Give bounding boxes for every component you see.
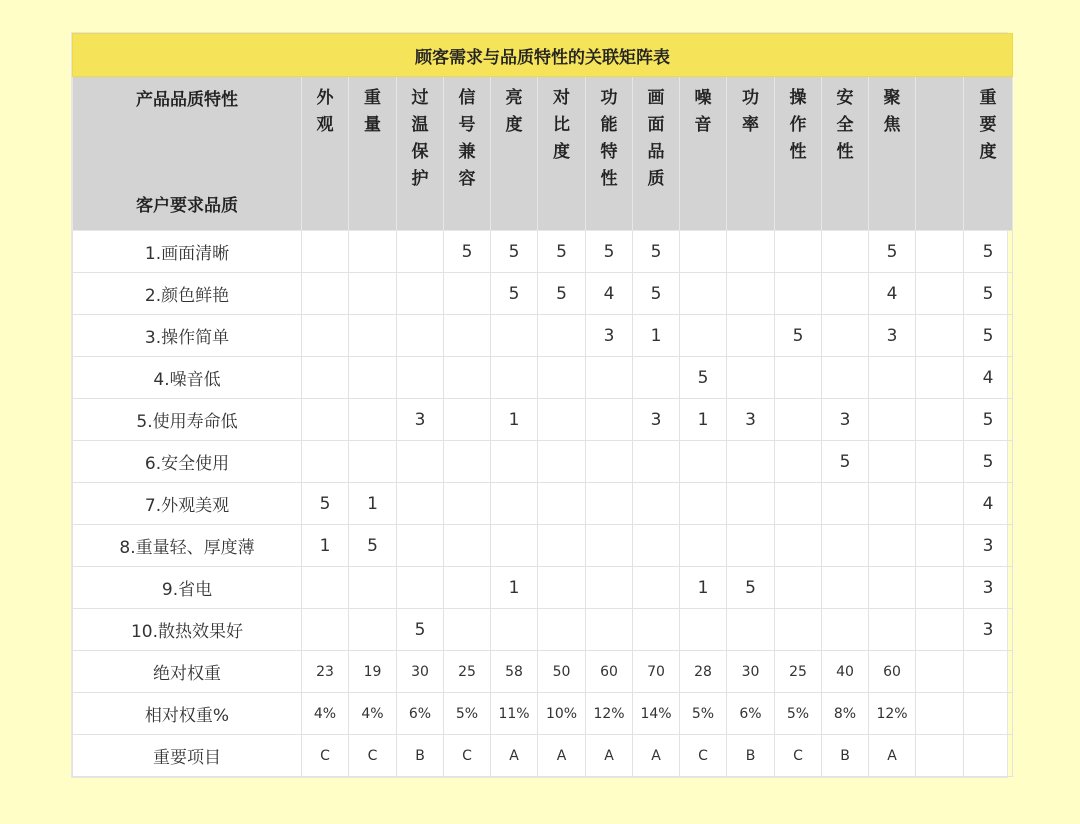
matrix-cell bbox=[869, 567, 916, 609]
matrix-cell bbox=[822, 357, 869, 399]
matrix-cell: 40 bbox=[822, 651, 869, 693]
requirement-row bbox=[73, 483, 1013, 525]
importance-cell bbox=[964, 693, 1013, 735]
matrix-cell: 1 bbox=[680, 399, 727, 441]
matrix-cell bbox=[586, 483, 633, 525]
matrix-cell: 5 bbox=[302, 483, 349, 525]
matrix-cell: 50 bbox=[538, 651, 586, 693]
matrix-cell: 25 bbox=[775, 651, 822, 693]
matrix-cell bbox=[444, 441, 491, 483]
matrix-cell bbox=[916, 357, 964, 399]
matrix-cell bbox=[349, 399, 397, 441]
requirement-row-label: 5.使用寿命低 bbox=[73, 399, 302, 441]
matrix-cell: B bbox=[397, 735, 444, 777]
matrix-cell bbox=[302, 441, 349, 483]
matrix-cell bbox=[302, 273, 349, 315]
matrix-cell bbox=[869, 609, 916, 651]
matrix-cell bbox=[444, 483, 491, 525]
matrix-cell bbox=[775, 525, 822, 567]
matrix-cell bbox=[916, 399, 964, 441]
importance-cell: 4 bbox=[964, 483, 1013, 525]
matrix-cell bbox=[302, 399, 349, 441]
matrix-cell: 3 bbox=[869, 315, 916, 357]
matrix-cell: 30 bbox=[727, 651, 775, 693]
matrix-cell: 5 bbox=[538, 273, 586, 315]
matrix-cell bbox=[302, 231, 349, 273]
importance-cell: 3 bbox=[964, 567, 1013, 609]
matrix-cell bbox=[302, 567, 349, 609]
matrix-cell: 8% bbox=[822, 693, 869, 735]
matrix-cell: 3 bbox=[822, 399, 869, 441]
matrix-cell bbox=[633, 525, 680, 567]
matrix-cell bbox=[869, 525, 916, 567]
matrix-cell bbox=[538, 315, 586, 357]
matrix-cell: C bbox=[444, 735, 491, 777]
importance-header: 重要度 bbox=[964, 77, 1013, 231]
matrix-cell bbox=[633, 567, 680, 609]
matrix-cell bbox=[444, 567, 491, 609]
characteristic-header: 操作性 bbox=[775, 77, 822, 231]
matrix-cell bbox=[586, 441, 633, 483]
matrix-cell bbox=[397, 525, 444, 567]
requirement-rows bbox=[73, 231, 1013, 651]
matrix-cell: A bbox=[869, 735, 916, 777]
matrix-cell: 1 bbox=[302, 525, 349, 567]
matrix-cell: 6% bbox=[397, 693, 444, 735]
characteristic-header: 重量 bbox=[349, 77, 397, 231]
matrix-cell bbox=[491, 483, 538, 525]
matrix-cell bbox=[349, 567, 397, 609]
matrix-cell bbox=[349, 273, 397, 315]
requirement-row bbox=[73, 273, 1013, 315]
matrix-cell: B bbox=[727, 735, 775, 777]
matrix-cell bbox=[586, 525, 633, 567]
matrix-cell bbox=[538, 441, 586, 483]
matrix-cell: 5% bbox=[775, 693, 822, 735]
matrix-cell: 4 bbox=[869, 273, 916, 315]
matrix-cell bbox=[444, 525, 491, 567]
matrix-cell: 60 bbox=[869, 651, 916, 693]
requirement-row-label: 8.重量轻、厚度薄 bbox=[73, 525, 302, 567]
matrix-cell bbox=[680, 441, 727, 483]
matrix-cell bbox=[775, 441, 822, 483]
matrix-cell bbox=[727, 609, 775, 651]
matrix-cell bbox=[633, 357, 680, 399]
matrix-cell bbox=[916, 525, 964, 567]
summary-row bbox=[73, 651, 1013, 693]
matrix-cell bbox=[538, 567, 586, 609]
matrix-cell bbox=[680, 483, 727, 525]
matrix-cell bbox=[775, 273, 822, 315]
importance-cell bbox=[964, 735, 1013, 777]
importance-cell: 5 bbox=[964, 315, 1013, 357]
matrix-cell: 12% bbox=[586, 693, 633, 735]
requirement-row bbox=[73, 315, 1013, 357]
matrix-sheet bbox=[71, 32, 1008, 778]
matrix-cell bbox=[916, 567, 964, 609]
matrix-cell: C bbox=[349, 735, 397, 777]
matrix-cell bbox=[916, 441, 964, 483]
corner-header-cell bbox=[73, 77, 302, 231]
matrix-cell: 1 bbox=[491, 399, 538, 441]
matrix-cell: 5 bbox=[633, 273, 680, 315]
importance-cell: 5 bbox=[964, 399, 1013, 441]
matrix-cell: 60 bbox=[586, 651, 633, 693]
characteristic-header: 亮度 bbox=[491, 77, 538, 231]
matrix-cell: C bbox=[680, 735, 727, 777]
matrix-cell bbox=[586, 567, 633, 609]
matrix-cell: 5 bbox=[869, 231, 916, 273]
table-title: 顾客需求与品质特性的关联矩阵表 bbox=[73, 34, 1013, 77]
requirement-row bbox=[73, 231, 1013, 273]
matrix-cell: 5 bbox=[538, 231, 586, 273]
matrix-cell bbox=[491, 609, 538, 651]
matrix-cell bbox=[775, 483, 822, 525]
summary-rows bbox=[73, 651, 1013, 777]
matrix-cell: A bbox=[633, 735, 680, 777]
matrix-cell bbox=[916, 483, 964, 525]
matrix-cell bbox=[680, 609, 727, 651]
characteristic-header: 外观 bbox=[302, 77, 349, 231]
matrix-cell bbox=[349, 609, 397, 651]
matrix-cell bbox=[538, 357, 586, 399]
matrix-cell bbox=[397, 357, 444, 399]
matrix-cell: 5 bbox=[633, 231, 680, 273]
matrix-cell bbox=[491, 441, 538, 483]
matrix-cell bbox=[586, 399, 633, 441]
matrix-cell bbox=[349, 231, 397, 273]
matrix-cell: 1 bbox=[349, 483, 397, 525]
matrix-cell bbox=[680, 273, 727, 315]
matrix-cell bbox=[916, 315, 964, 357]
matrix-cell: C bbox=[302, 735, 349, 777]
matrix-cell bbox=[822, 273, 869, 315]
matrix-cell bbox=[680, 231, 727, 273]
matrix-cell: 23 bbox=[302, 651, 349, 693]
matrix-cell bbox=[491, 315, 538, 357]
matrix-cell bbox=[869, 399, 916, 441]
matrix-cell bbox=[302, 315, 349, 357]
matrix-cell: 3 bbox=[727, 399, 775, 441]
matrix-cell: 1 bbox=[491, 567, 538, 609]
matrix-cell: 5% bbox=[444, 693, 491, 735]
matrix-cell bbox=[727, 525, 775, 567]
matrix-cell bbox=[349, 315, 397, 357]
requirements-axis-label: 客户要求品质 bbox=[136, 196, 238, 216]
summary-row-label: 绝对权重 bbox=[73, 651, 302, 693]
matrix-cell bbox=[727, 273, 775, 315]
matrix-cell bbox=[916, 735, 964, 777]
importance-cell: 5 bbox=[964, 231, 1013, 273]
matrix-cell bbox=[680, 315, 727, 357]
matrix-cell: 12% bbox=[869, 693, 916, 735]
matrix-cell: 3 bbox=[397, 399, 444, 441]
matrix-cell: 5 bbox=[680, 357, 727, 399]
matrix-cell bbox=[775, 609, 822, 651]
matrix-cell bbox=[727, 357, 775, 399]
matrix-cell: 6% bbox=[727, 693, 775, 735]
matrix-cell: B bbox=[822, 735, 869, 777]
matrix-cell bbox=[538, 609, 586, 651]
matrix-cell: 1 bbox=[633, 315, 680, 357]
summary-row-label: 重要项目 bbox=[73, 735, 302, 777]
matrix-cell: 5 bbox=[586, 231, 633, 273]
requirement-row-label: 2.颜色鲜艳 bbox=[73, 273, 302, 315]
requirement-row-label: 1.画面清晰 bbox=[73, 231, 302, 273]
importance-cell: 3 bbox=[964, 525, 1013, 567]
matrix-cell: A bbox=[491, 735, 538, 777]
summary-row bbox=[73, 735, 1013, 777]
matrix-cell bbox=[916, 651, 964, 693]
matrix-cell bbox=[775, 357, 822, 399]
matrix-cell bbox=[727, 483, 775, 525]
matrix-cell: 5 bbox=[491, 231, 538, 273]
characteristics-axis-label: 产品品质特性 bbox=[136, 90, 238, 110]
matrix-cell: 5 bbox=[491, 273, 538, 315]
matrix-cell bbox=[869, 357, 916, 399]
matrix-cell: 5 bbox=[444, 231, 491, 273]
matrix-cell bbox=[349, 357, 397, 399]
matrix-cell bbox=[397, 315, 444, 357]
matrix-cell: 1 bbox=[680, 567, 727, 609]
requirement-row-label: 7.外观美观 bbox=[73, 483, 302, 525]
requirement-row bbox=[73, 399, 1013, 441]
matrix-cell bbox=[916, 693, 964, 735]
matrix-cell bbox=[538, 525, 586, 567]
matrix-cell: 30 bbox=[397, 651, 444, 693]
matrix-cell: 28 bbox=[680, 651, 727, 693]
requirement-row bbox=[73, 609, 1013, 651]
summary-row bbox=[73, 693, 1013, 735]
matrix-cell bbox=[586, 609, 633, 651]
characteristic-header: 安全性 bbox=[822, 77, 869, 231]
matrix-cell bbox=[822, 609, 869, 651]
matrix-cell bbox=[586, 357, 633, 399]
characteristic-header: 功能特性 bbox=[586, 77, 633, 231]
matrix-cell bbox=[916, 609, 964, 651]
matrix-cell: 11% bbox=[491, 693, 538, 735]
matrix-cell: 19 bbox=[349, 651, 397, 693]
matrix-cell bbox=[869, 483, 916, 525]
matrix-cell bbox=[397, 231, 444, 273]
characteristic-header: 噪音 bbox=[680, 77, 727, 231]
matrix-cell bbox=[633, 441, 680, 483]
importance-cell: 5 bbox=[964, 273, 1013, 315]
matrix-cell: 4% bbox=[349, 693, 397, 735]
matrix-cell bbox=[727, 231, 775, 273]
matrix-cell: C bbox=[775, 735, 822, 777]
matrix-cell bbox=[775, 567, 822, 609]
matrix-cell bbox=[397, 567, 444, 609]
matrix-cell: 5 bbox=[397, 609, 444, 651]
matrix-cell: 5 bbox=[349, 525, 397, 567]
matrix-cell: 58 bbox=[491, 651, 538, 693]
matrix-cell bbox=[349, 441, 397, 483]
matrix-cell bbox=[822, 315, 869, 357]
summary-row-label: 相对权重% bbox=[73, 693, 302, 735]
matrix-cell: 3 bbox=[586, 315, 633, 357]
header-row bbox=[73, 77, 1013, 231]
requirement-row-label: 4.噪音低 bbox=[73, 357, 302, 399]
requirement-row bbox=[73, 441, 1013, 483]
matrix-cell: A bbox=[586, 735, 633, 777]
characteristic-header: 聚焦 bbox=[869, 77, 916, 231]
matrix-cell bbox=[822, 567, 869, 609]
matrix-cell bbox=[869, 441, 916, 483]
importance-cell: 5 bbox=[964, 441, 1013, 483]
matrix-cell bbox=[397, 483, 444, 525]
characteristic-header: 功率 bbox=[727, 77, 775, 231]
matrix-cell bbox=[302, 609, 349, 651]
matrix-cell bbox=[538, 399, 586, 441]
matrix-cell bbox=[538, 483, 586, 525]
matrix-cell: 10% bbox=[538, 693, 586, 735]
matrix-cell: 14% bbox=[633, 693, 680, 735]
correlation-matrix-table bbox=[72, 33, 1013, 777]
matrix-cell: 3 bbox=[633, 399, 680, 441]
characteristic-header: 信号兼容 bbox=[444, 77, 491, 231]
matrix-cell: 4% bbox=[302, 693, 349, 735]
requirement-row bbox=[73, 525, 1013, 567]
matrix-cell: A bbox=[538, 735, 586, 777]
characteristic-header: 画面品质 bbox=[633, 77, 680, 231]
matrix-cell bbox=[302, 357, 349, 399]
matrix-cell bbox=[444, 315, 491, 357]
requirement-row bbox=[73, 357, 1013, 399]
matrix-cell bbox=[397, 441, 444, 483]
matrix-cell bbox=[775, 399, 822, 441]
matrix-cell: 5% bbox=[680, 693, 727, 735]
matrix-cell bbox=[397, 273, 444, 315]
matrix-cell bbox=[444, 399, 491, 441]
importance-cell: 3 bbox=[964, 609, 1013, 651]
title-row bbox=[73, 34, 1013, 77]
importance-cell bbox=[964, 651, 1013, 693]
matrix-cell bbox=[491, 525, 538, 567]
characteristic-header: 对比度 bbox=[538, 77, 586, 231]
matrix-cell bbox=[491, 357, 538, 399]
matrix-cell bbox=[444, 273, 491, 315]
requirement-row-label: 6.安全使用 bbox=[73, 441, 302, 483]
matrix-cell bbox=[633, 483, 680, 525]
requirement-row-label: 9.省电 bbox=[73, 567, 302, 609]
requirement-row bbox=[73, 567, 1013, 609]
matrix-cell bbox=[822, 525, 869, 567]
matrix-cell bbox=[916, 231, 964, 273]
matrix-cell bbox=[633, 609, 680, 651]
characteristic-header: 过温保护 bbox=[397, 77, 444, 231]
matrix-cell bbox=[916, 273, 964, 315]
matrix-cell: 5 bbox=[727, 567, 775, 609]
matrix-cell bbox=[775, 231, 822, 273]
matrix-cell bbox=[444, 357, 491, 399]
matrix-cell: 5 bbox=[822, 441, 869, 483]
requirement-row-label: 3.操作简单 bbox=[73, 315, 302, 357]
matrix-cell bbox=[727, 441, 775, 483]
matrix-cell bbox=[444, 609, 491, 651]
matrix-cell bbox=[727, 315, 775, 357]
importance-cell: 4 bbox=[964, 357, 1013, 399]
characteristic-header bbox=[916, 77, 964, 231]
requirement-row-label: 10.散热效果好 bbox=[73, 609, 302, 651]
matrix-cell: 5 bbox=[775, 315, 822, 357]
matrix-cell bbox=[822, 231, 869, 273]
matrix-cell bbox=[822, 483, 869, 525]
matrix-cell: 4 bbox=[586, 273, 633, 315]
matrix-cell bbox=[680, 525, 727, 567]
matrix-cell: 25 bbox=[444, 651, 491, 693]
matrix-cell: 70 bbox=[633, 651, 680, 693]
